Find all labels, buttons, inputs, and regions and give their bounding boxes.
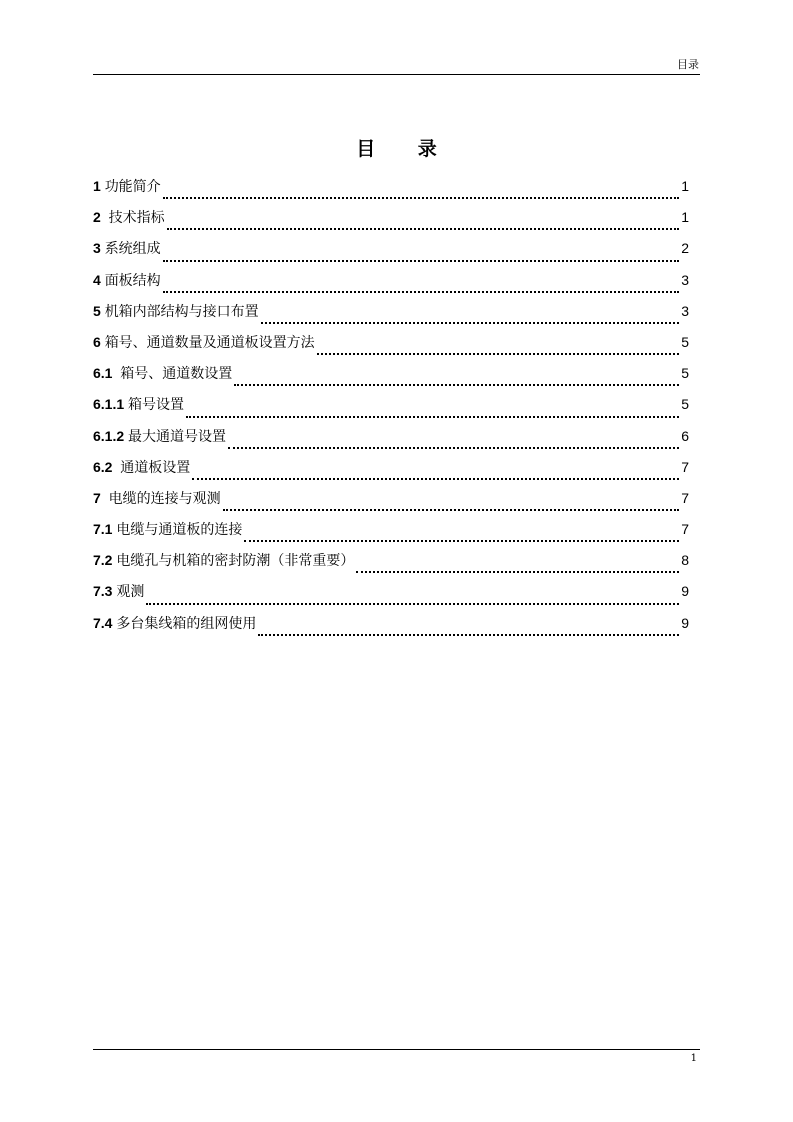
toc-entry-title: 功能简介	[104, 179, 161, 195]
footer-rule	[93, 1049, 700, 1050]
toc-entry-number: 2	[93, 209, 109, 226]
toc-dot-leader	[223, 509, 680, 511]
toc-entry-page: 5	[681, 365, 689, 382]
toc-entry-page: 1	[681, 209, 689, 226]
toc-entry[interactable]	[93, 394, 689, 425]
toc-entry-title: 箱号、通道数量及通道板设置方法	[104, 334, 315, 351]
toc-entry-title: 电缆与通道板的连接	[116, 522, 243, 539]
toc-entry-page: 3	[681, 271, 689, 288]
toc-dot-leader	[167, 228, 680, 230]
toc-entry-title: 观测	[116, 584, 145, 601]
toc-entry-title: 箱号设置	[128, 397, 185, 414]
toc-entry[interactable]	[93, 363, 689, 394]
toc-entry[interactable]	[93, 207, 689, 238]
running-header: 目录	[677, 58, 699, 71]
toc-entry-number: 6.2	[93, 458, 121, 475]
toc-entry-page: 5	[681, 396, 689, 413]
toc-entry[interactable]	[93, 613, 689, 644]
toc-entry-title: 箱号、通道数设置	[120, 366, 233, 383]
toc-entry-title: 面板结构	[104, 272, 161, 289]
toc-entry-number: 1	[93, 178, 105, 194]
toc-entry-number: 7.4	[93, 614, 117, 631]
toc-entry-page: 9	[681, 583, 689, 600]
toc-entry-number: 6	[93, 333, 105, 350]
toc-entry-number: 7.2	[93, 552, 117, 569]
toc-dot-leader	[192, 478, 679, 480]
toc-entry[interactable]	[93, 426, 689, 457]
toc-dot-leader	[228, 447, 679, 449]
table-of-contents	[93, 176, 689, 644]
toc-entry-number: 4	[93, 271, 105, 288]
toc-entry-number: 7	[93, 489, 109, 506]
toc-entry-title: 电缆的连接与观测	[108, 490, 221, 507]
toc-entry[interactable]	[93, 332, 689, 363]
toc-entry-number: 3	[93, 240, 105, 257]
toc-entry[interactable]	[93, 238, 689, 269]
toc-dot-leader	[317, 353, 680, 355]
toc-dot-leader	[146, 603, 679, 605]
toc-entry-page: 5	[681, 333, 689, 350]
toc-entry-number: 5	[93, 302, 105, 319]
page-title: 目 录	[356, 138, 455, 160]
toc-dot-leader	[234, 384, 679, 386]
toc-entry[interactable]	[93, 457, 689, 488]
toc-entry-title: 电缆孔与机箱的密封防潮（非常重要）	[116, 553, 355, 570]
toc-dot-leader	[261, 322, 680, 324]
toc-entry-title: 技术指标	[108, 210, 165, 227]
toc-entry-title: 最大通道号设置	[128, 428, 227, 445]
toc-entry[interactable]	[93, 176, 689, 207]
toc-entry[interactable]	[93, 519, 689, 550]
toc-entry-page: 9	[681, 614, 689, 631]
toc-dot-leader	[163, 291, 680, 293]
toc-entry-page: 8	[681, 552, 689, 569]
toc-dot-leader	[163, 260, 680, 262]
toc-entry-page: 1	[681, 178, 689, 194]
toc-entry-page: 7	[681, 521, 689, 538]
toc-entry-number: 7.1	[93, 521, 117, 538]
toc-entry-page: 6	[681, 427, 689, 444]
toc-entry[interactable]	[93, 270, 689, 301]
toc-entry[interactable]	[93, 581, 689, 612]
toc-dot-leader	[258, 634, 679, 636]
toc-entry-page: 7	[681, 458, 689, 475]
toc-entry[interactable]	[93, 301, 689, 332]
header-rule	[93, 74, 700, 75]
toc-entry-number: 6.1.2	[93, 427, 129, 444]
toc-dot-leader	[163, 197, 680, 199]
toc-entry[interactable]	[93, 550, 689, 581]
toc-dot-leader	[356, 571, 679, 573]
toc-dot-leader	[186, 416, 679, 418]
toc-entry-number: 6.1.1	[93, 396, 129, 413]
toc-entry[interactable]	[93, 488, 689, 519]
toc-entry-title: 机箱内部结构与接口布置	[104, 303, 259, 320]
footer-page-number: 1	[690, 1053, 697, 1064]
toc-entry-title: 通道板设置	[120, 459, 191, 476]
toc-entry-page: 7	[681, 489, 689, 506]
toc-entry-page: 2	[681, 240, 689, 257]
toc-dot-leader	[244, 540, 679, 542]
toc-entry-title: 系统组成	[104, 241, 161, 258]
toc-entry-number: 7.3	[93, 583, 117, 600]
toc-entry-page: 3	[681, 302, 689, 319]
toc-entry-title: 多台集线箱的组网使用	[116, 615, 257, 632]
toc-entry-number: 6.1	[93, 365, 121, 382]
